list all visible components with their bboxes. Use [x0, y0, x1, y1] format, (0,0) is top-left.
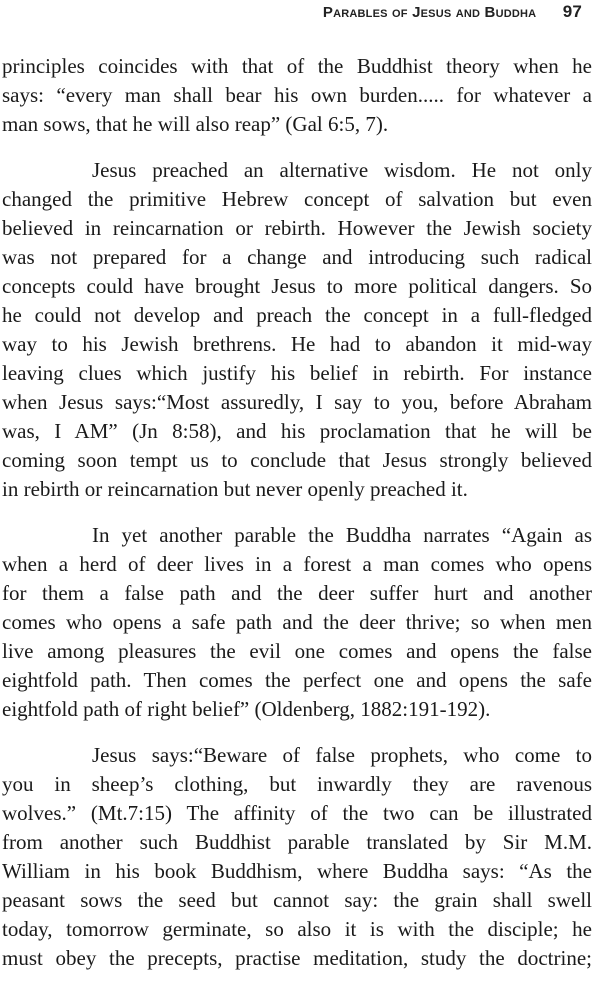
- text-line: eightfold path. Then comes the perfect one and opens the safe: [2, 668, 592, 692]
- text-line: man sows, that he will also reap” (Gal 6:5, 7).: [2, 112, 389, 136]
- text-line: principles coincides with that of the Buddhist theory when he: [2, 54, 592, 78]
- text-line: changed the primitive Hebrew concept of salvation but even: [2, 187, 592, 211]
- text-line: must obey the precepts, practise meditation, study the doctrine;: [2, 946, 592, 970]
- text-line: today, tomorrow germinate, so also it is with the disciple; he: [2, 917, 592, 941]
- text-line: Jesus says:“Beware of false prophets, who come to: [92, 743, 592, 767]
- text-line: was not prepared for a change and introducing such radical: [2, 245, 592, 269]
- text-line: William in his book Buddhism, where Buddha says: “As the: [2, 859, 592, 883]
- text-line: from another such Buddhist parable translated by Sir M.M.: [2, 830, 592, 854]
- paragraph-false-prophets: [0, 741, 600, 973]
- text-line: eightfold path of right belief” (Oldenberg, 1882:191-192).: [2, 697, 491, 721]
- paragraph-alternative-wisdom: [0, 156, 600, 504]
- paragraph-gap: [0, 724, 600, 741]
- text-line: peasant sows the seed but cannot say: the grain shall swell: [2, 888, 592, 912]
- paragraph-deer-parable: [0, 521, 600, 724]
- text-line: coming soon tempt us to conclude that Jesus strongly believed: [2, 448, 592, 472]
- text-line: when Jesus says:“Most assuredly, I say to you, before Abraham: [2, 390, 592, 414]
- text-line: In yet another parable the Buddha narrates “Again as: [92, 523, 592, 547]
- body-text: [0, 52, 600, 973]
- page-number: 97: [562, 2, 582, 21]
- text-line: live among pleasures the evil one comes and opens the false: [2, 639, 592, 663]
- text-line: when a herd of deer lives in a forest a man comes who opens: [2, 552, 592, 576]
- running-header: [323, 2, 582, 22]
- paragraph-gap: [0, 504, 600, 521]
- text-line: believed in reincarnation or rebirth. However the Jewish society: [2, 216, 592, 240]
- text-line: he could not develop and preach the concept in a full-fledged: [2, 303, 592, 327]
- text-line: you in sheep’s clothing, but inwardly they are ravenous: [2, 772, 592, 796]
- text-line: was, I AM” (Jn 8:58), and his proclamation that he will be: [2, 419, 592, 443]
- text-line: says: “every man shall bear his own burden..... for whatever a: [2, 83, 592, 107]
- paragraph-continuation: [0, 52, 600, 139]
- text-line: in rebirth or reincarnation but never openly preached it.: [2, 477, 468, 501]
- paragraph-gap: [0, 139, 600, 156]
- text-line: for them a false path and the deer suffer hurt and another: [2, 581, 592, 605]
- text-line: Jesus preached an alternative wisdom. He not only: [92, 158, 592, 182]
- text-line: concepts could have brought Jesus to more political dangers. So: [2, 274, 592, 298]
- running-title: Parables of Jesus and Buddha: [322, 4, 537, 21]
- text-line: comes who opens a safe path and the deer thrive; so when men: [2, 610, 592, 634]
- text-line: leaving clues which justify his belief in rebirth. For instance: [2, 361, 592, 385]
- text-line: wolves.” (Mt.7:15) The affinity of the two can be illustrated: [2, 801, 592, 825]
- text-line: way to his Jewish brethrens. He had to abandon it mid-way: [2, 332, 592, 356]
